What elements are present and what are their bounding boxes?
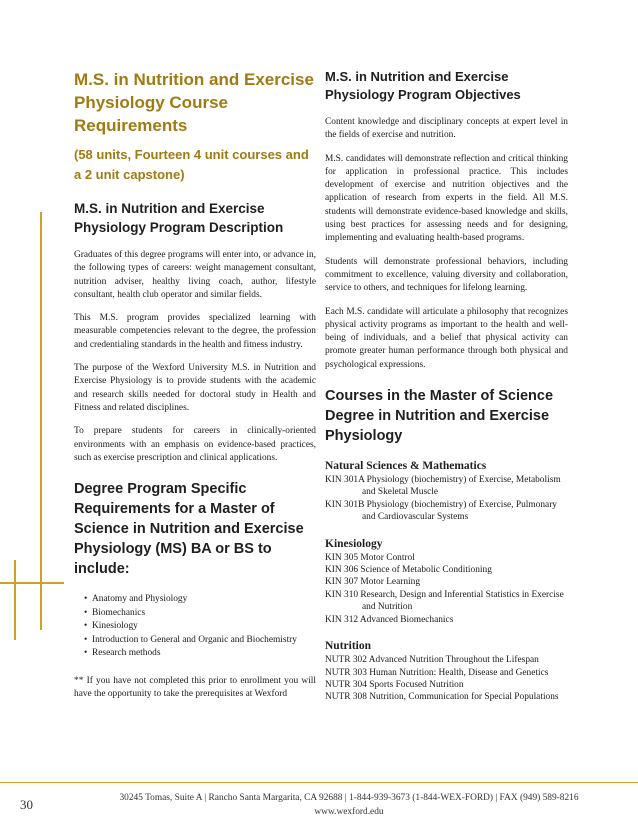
course-item: NUTR 303 Human Nutrition: Health, Disease and Genetics [325, 667, 549, 678]
description-paragraph: To prepare students for careers in clinically-oriented environments with an emphasis on evidence-based practices, such as exercise prescription and clinical applications. [74, 426, 316, 463]
right-column [325, 68, 568, 704]
decorative-line-vertical-1 [40, 212, 42, 630]
decorative-line-vertical-2 [14, 560, 16, 640]
course-group-heading: Kinesiology [325, 537, 383, 550]
course-group-heading: Natural Sciences & Mathematics [325, 460, 487, 473]
course-item: KIN 305 Motor Control [325, 552, 415, 563]
list-item: • Introduction to General and Organic and Biochemistry [84, 634, 316, 648]
page-title: M.S. in Nutrition and Exercise Physiology Course Requirements [74, 70, 314, 135]
course-item: NUTR 308 Nutrition, Communication for Special Populations [325, 692, 559, 703]
course-item: KIN 306 Science of Metabolic Conditioning [325, 565, 492, 576]
course-item: KIN 312 Advanced Biomechanics [325, 614, 454, 625]
footer-divider [0, 782, 638, 783]
description-paragraph: The purpose of the Wexford University M.S. in Nutrition and Exercise Physiology is to provide students with the academic and research skills needed for doctoral study in Health and Fitness and related disciplines. [74, 363, 316, 413]
objective-paragraph: M.S. candidates will demonstrate reflection and critical thinking for application in professional practice. This includes development of exercise and nutrition objectives and the application of research from experts in the field. All M.S. students will demonstrate evidence-based knowledge and skills, using best practices for assessing needs and for designing, implementing and evaluating health-based programs. [325, 153, 568, 244]
list-item: • Anatomy and Physiology [84, 593, 316, 607]
description-paragraph: This M.S. program provides specialized learning with measurable competencies relevant to the degree, the profession and credentialing standards in the health and fitness industry. [74, 313, 316, 350]
program-description-heading: M.S. in Nutrition and Exercise Physiology Program Description [74, 201, 284, 235]
list-item: • Kinesiology [84, 620, 316, 634]
list-item: • Research methods [84, 647, 316, 661]
objectives-heading: M.S. in Nutrition and Exercise Physiology Program Objectives [325, 69, 521, 102]
course-item: KIN 310 Research, Design and Inferential Statistics in Exercise and Nutrition [325, 589, 564, 613]
objective-paragraph: Content knowledge and disciplinary concepts at expert level in the fields of exercise and nutrition. [325, 117, 568, 141]
prerequisite-note: ** If you have not completed this prior to enrollment you will have the opportunity to take the prerequisites at Wexford [74, 675, 316, 699]
courses-heading: Courses in the Master of Science Degree in Nutrition and Exercise Physiology [325, 388, 554, 445]
objective-paragraph: Each M.S. candidate will articulate a philosophy that recognizes physical activity programs as important to the health and well-being of individuals, and a belief that physical activity can promote greater human performance through both physical and psychological expressions. [325, 306, 568, 370]
course-item: NUTR 302 Advanced Nutrition Throughout the Lifespan [325, 655, 539, 666]
course-item: KIN 301A Physiology (biochemistry) of Exercise, Metabolism and Skeletal Muscle [325, 475, 561, 498]
left-column [74, 68, 316, 701]
course-item: NUTR 304 Sports Focused Nutrition [325, 679, 464, 690]
degree-requirements-heading: Degree Program Specific Requirements for a Master of Science in Nutrition and Exercise Physiology (MS) BA or BS to include: [74, 481, 304, 578]
objective-paragraph: Students will demonstrate professional behaviors, including commitment to excellence, valuing diversity and collaboration, service to others, and techniques for lifelong learning. [325, 256, 568, 294]
course-group-heading: Nutrition [325, 640, 371, 653]
footer-website-link[interactable]: www.wexford.edu [314, 807, 384, 817]
footer-address: 30245 Tomas, Suite A | Rancho Santa Margarita, CA 92688 | 1-844-939-3673 (1-844-WEX-FORD) | FAX (949) 589-8216 [119, 793, 579, 803]
units-summary: (58 units, Fourteen 4 unit courses and a 2 unit capstone) [74, 147, 309, 182]
list-item: • Biomechanics [84, 607, 316, 621]
description-paragraph: Graduates of this degree programs will enter into, or advance in, the following types of careers: weight management consultant, nutrition adviser, healthy living coach, author, lifestyle consultant, health club operator and similar fields. [74, 250, 316, 300]
prerequisite-list [84, 593, 316, 661]
decorative-line-horizontal [0, 582, 64, 584]
page-number: 30 [20, 797, 33, 812]
course-item: KIN 301B Physiology (biochemistry) of Exercise, Pulmonary and Cardiovascular Systems [325, 499, 557, 523]
course-item: KIN 307 Motor Learning [325, 577, 421, 588]
